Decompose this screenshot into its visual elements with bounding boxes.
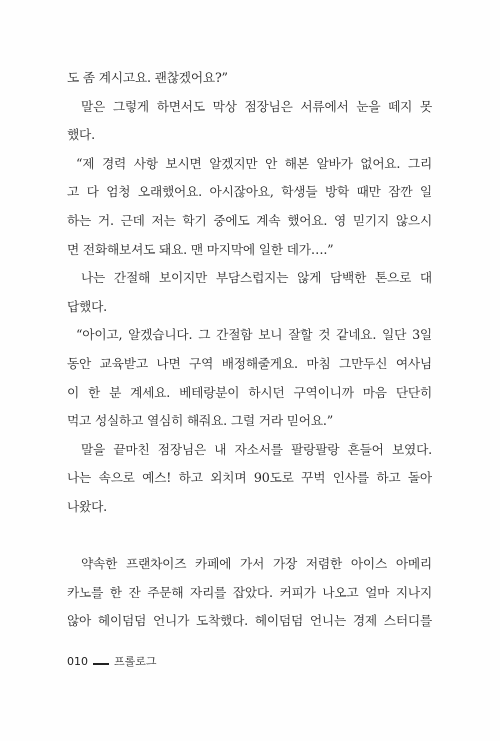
text-line: 나는 속으로 예스! 하고 외치며 90도로 꾸벅 인사를 하고 돌아 [67,470,432,486]
text-line: 말은 그렇게 하면서도 막상 점장님은 서류에서 눈을 떼지 못 [81,98,432,114]
footer-separator [93,663,109,665]
text-line: 고 다 엄청 오래했어요. 아시잖아요, 학생들 방학 때만 잠깐 일 [67,184,432,200]
text-line: 했다. [67,127,95,143]
text-line: 카노를 한 잔 주문해 자리를 잡았다. 커피가 나오고 얼마 지나지 [67,584,432,600]
section-title: 프롤로그 [114,655,157,668]
text-line: 않아 헤이덤덤 언니가 도착했다. 헤이덤덤 언니는 경제 스터디를 [67,613,432,629]
text-line: 약속한 프랜차이즈 카페에 가서 가장 저렴한 아이스 아메리 [81,556,432,572]
text-line: 나왔다. [67,498,108,514]
text-line: 하는 거. 근데 저는 학기 중에도 계속 했어요. 영 믿기지 않으시 [67,212,432,228]
text-line: 나는 간절해 보이지만 부담스럽지는 않게 담백한 톤으로 대 [81,270,432,286]
text-line: 면 전화해보셔도 돼요. 맨 마지막에 일한 데가….” [67,241,334,257]
text-line: “제 경력 사항 보시면 알겠지만 안 해본 알바가 없어요. 그리 [76,155,432,171]
text-line: 도 좀 계시고요. 괜찮겠어요?” [67,70,228,85]
text-line: 동안 교육받고 나면 구역 배정해줄게요. 마침 그만두신 여사님 [67,355,432,371]
text-line: 먹고 성실하고 열심히 해줘요. 그럴 거라 믿어요.” [67,413,334,429]
text-line: 답했다. [67,298,108,314]
page-footer [67,653,157,671]
body-text [67,64,432,636]
text-line: 이 한 분 계세요. 베테랑분이 하시던 구역이니까 마음 단단히 [67,384,432,400]
paragraph-break [67,522,432,551]
page-number: 010 [67,655,88,668]
text-line: 말을 끝마친 점장님은 내 자소서를 팔랑팔랑 흔들어 보였다. [81,441,432,457]
text-line: “아이고, 알겠습니다. 그 간절함 보니 잘할 것 같네요. 일단 3일 [76,327,432,343]
